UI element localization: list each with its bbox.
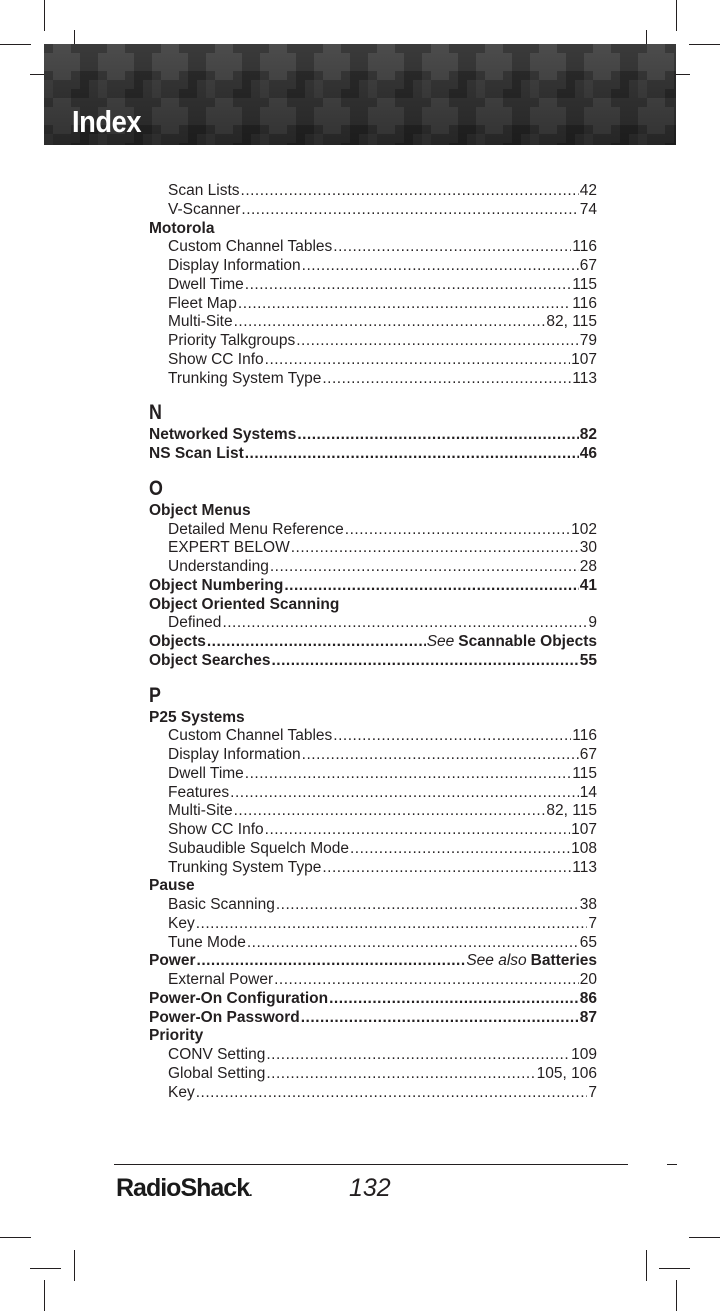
index-letter-heading: P [149,683,161,707]
index-term: Key [168,914,195,932]
page-reference: 82 [579,426,597,444]
index-term: Tune Mode [168,933,246,951]
brand-logo [116,1174,251,1203]
dot-leader [291,539,579,558]
index-term: Subaudible Squelch Mode [168,839,349,857]
dot-leader [241,201,578,220]
page-reference: 102 [571,520,597,538]
page-reference: 87 [579,1008,597,1026]
dot-leader [333,238,571,257]
dot-leader [345,521,570,540]
dot-leader [296,332,579,351]
index-term: Power-On Password [149,1008,300,1026]
crop-mark [44,0,45,31]
index-entry [149,1027,597,1046]
page-reference: 105, 106 [536,1064,597,1082]
dot-leader [238,295,571,314]
index-subentry [149,1084,597,1103]
index-term: Power-On Configuration [149,989,329,1007]
index-entry [149,990,597,1009]
page-number: 132 [349,1174,391,1202]
index-entry [149,633,597,652]
index-subentry [149,727,597,746]
index-subentry [149,821,597,840]
index-term: Dwell Time [168,764,244,782]
index-subentry [149,276,597,295]
dot-leader [234,313,546,332]
index-term: Show CC Info [168,350,264,368]
see-label: See [426,633,455,650]
see-target: Scannable Objects [458,633,597,650]
index-entry [149,652,597,671]
index-subentry [149,934,597,953]
index-entry [149,426,597,445]
index-subentry [149,971,597,990]
page-reference: 116 [572,238,597,256]
page-reference: 41 [579,576,597,594]
page-reference: 7 [588,1083,597,1101]
dot-leader [322,859,571,878]
see-reference [427,633,597,652]
page-reference: 113 [572,369,597,387]
page-reference: 38 [579,896,597,913]
index-subentry [149,784,597,803]
page-reference: 109 [571,1046,597,1063]
index-term: Multi-Site [168,802,233,820]
index-entry [149,502,597,521]
index-term: External Power [168,971,274,988]
page-reference: 46 [579,445,597,462]
index-entry [149,952,597,971]
page-reference: 9 [588,614,597,632]
index-term: Pause [149,877,195,895]
index-term: Objects [149,633,206,650]
index-term: Object Oriented Scanning [149,595,340,613]
dot-leader [265,351,570,370]
page-reference: 86 [579,989,597,1007]
page-reference: 20 [579,971,597,988]
dot-leader [276,896,579,915]
footer-rule [114,1164,628,1165]
crop-mark [676,0,677,31]
dot-leader [350,840,570,859]
index-term: Networked Systems [149,426,297,444]
dot-leader [234,802,546,821]
dot-leader [230,784,579,803]
dot-leader [245,765,571,784]
index-subentry [149,351,597,370]
page-reference: 7 [588,914,597,932]
dot-leader [329,990,579,1009]
dot-leader [196,915,588,934]
page-reference: 79 [579,332,597,349]
dot-leader [301,1009,579,1028]
page-reference: 42 [579,182,597,199]
page-reference: 14 [579,783,597,801]
index-term: Basic Scanning [168,896,275,913]
page-reference: 67 [579,257,597,274]
index-subentry [149,257,597,276]
dot-leader [266,1065,535,1084]
index-term: Show CC Info [168,821,264,838]
index-entry [149,1009,597,1028]
index-subentry [149,539,597,558]
page-reference: 28 [579,558,597,575]
page-reference: 115 [572,275,597,293]
dot-leader [266,1046,570,1065]
dot-leader [207,633,426,652]
index-subentry [149,295,597,314]
index-term: EXPERT BELOW [168,539,290,557]
index-term: Priority Talkgroups [168,332,296,349]
footer-rule-tick [667,1164,677,1165]
index-term: Custom Channel Tables [168,727,333,745]
index-term: Features [168,783,230,801]
index-term: Custom Channel Tables [168,238,333,256]
index-subentry [149,896,597,915]
dot-leader [247,934,579,953]
dot-leader [274,971,579,990]
dot-leader [284,577,578,596]
page-reference: 116 [572,727,597,745]
dot-leader [196,1084,588,1103]
page-reference: 107 [571,821,597,838]
index-term: Priority [149,1027,204,1045]
index-subentry [149,915,597,934]
index-subentry [149,802,597,821]
index-term: Trunking System Type [168,369,322,387]
index-subentry [149,1046,597,1065]
index-list [149,182,597,1102]
crop-mark [689,1237,720,1238]
index-subentry [149,182,597,201]
index-subentry [149,765,597,784]
index-term: CONV Setting [168,1046,266,1063]
index-term: Trunking System Type [168,858,322,876]
index-term: Key [168,1083,195,1101]
index-term: Object Menus [149,501,251,519]
index-subentry [149,558,597,577]
page-reference: 113 [572,858,597,876]
crop-mark [689,44,720,45]
index-subentry [149,201,597,220]
dot-leader [333,727,571,746]
crop-mark [659,1268,690,1269]
index-entry [149,709,597,728]
dot-leader [222,614,587,633]
index-entry [149,877,597,896]
page-reference: 30 [579,539,597,557]
index-term: Understanding [168,558,269,575]
crop-mark [676,1280,677,1311]
index-term: Global Setting [168,1064,266,1082]
dot-leader [270,558,579,577]
dot-leader [322,370,571,389]
index-term: Multi-Site [168,313,233,331]
crop-mark [646,1250,647,1281]
index-term: Display Information [168,746,301,763]
index-term: Power [149,952,196,970]
page-reference: 115 [572,764,597,782]
index-letter-heading: N [149,401,162,425]
dot-leader [297,426,578,445]
see-target: Batteries [530,952,597,970]
brand-logo-dot: . [249,1185,252,1199]
index-term: Fleet Map [168,294,237,312]
index-subentry [149,746,597,765]
index-term: Object Searches [149,651,271,669]
index-term: Dwell Time [168,275,244,293]
see-label: See also [466,952,527,970]
crop-mark [74,1250,75,1281]
dot-leader [271,652,578,671]
index-subentry [149,1065,597,1084]
index-subentry [149,370,597,389]
dot-leader [245,276,571,295]
dot-leader [265,821,570,840]
crop-mark [0,44,31,45]
crop-mark [30,1268,61,1269]
dot-leader [197,952,466,971]
crop-mark [0,1237,31,1238]
page-reference: 55 [579,651,597,669]
index-subentry [149,238,597,257]
index-subentry [149,332,597,351]
index-term: NS Scan List [149,445,244,462]
index-term: Object Numbering [149,576,284,594]
index-entry [149,596,597,615]
index-letter-heading: O [149,476,163,500]
index-term: Motorola [149,219,215,237]
page-reference: 116 [572,294,597,312]
dot-leader [241,182,579,201]
index-subentry [149,859,597,878]
page-reference: 108 [571,839,597,857]
index-entry [149,577,597,596]
section-title: Index [72,104,142,139]
dot-leader [245,445,579,464]
index-term: Detailed Menu Reference [168,520,344,538]
index-entry [149,445,597,464]
dot-leader [302,257,579,276]
index-term: Display Information [168,257,301,274]
page-reference: 82, 115 [546,313,597,331]
crop-mark [44,1280,45,1311]
page-reference: 82, 115 [546,802,597,820]
page-reference: 67 [579,746,597,763]
index-entry [149,220,597,239]
index-subentry [149,313,597,332]
index-term: Defined [168,614,222,632]
index-term: Scan Lists [168,182,240,199]
index-term: V-Scanner [168,200,241,218]
page-reference: 65 [579,933,597,951]
page-reference: 107 [571,350,597,368]
dot-leader [302,746,579,765]
see-reference [466,952,597,971]
index-subentry [149,521,597,540]
page-reference: 74 [579,200,597,218]
index-term: P25 Systems [149,708,245,726]
index-subentry [149,840,597,859]
brand-logo-text: RadioShack [116,1174,250,1202]
index-subentry [149,614,597,633]
